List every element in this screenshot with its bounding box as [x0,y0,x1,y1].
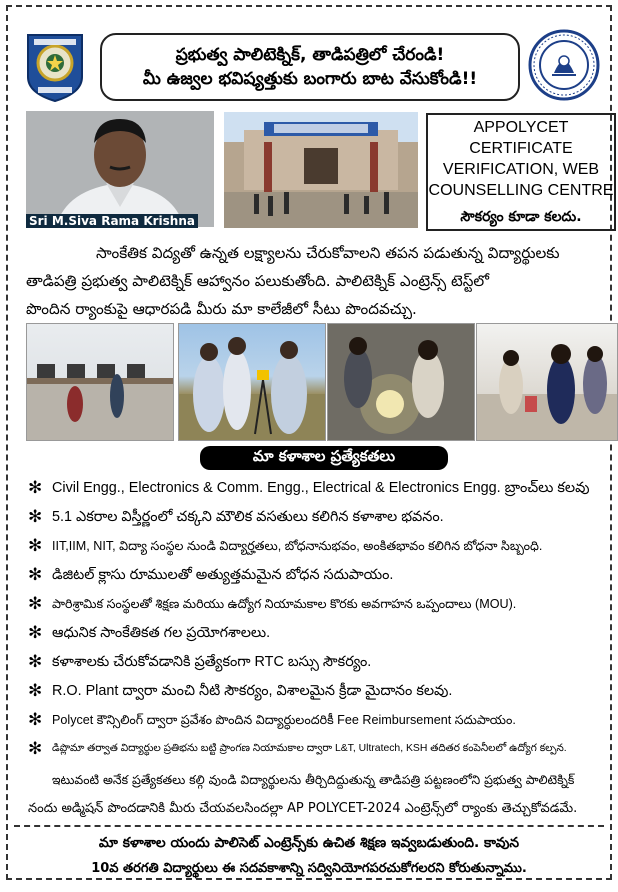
star-bullet-icon: ✻ [28,478,43,498]
feature-item [28,533,618,562]
counselling-centre-subtitle: సౌకర్యం కూడా కలదు. [460,208,582,225]
feature-item [28,562,618,591]
star-bullet-icon: ✻ [28,739,43,759]
feature-text: Civil Engg., Electronics & Comm. Engg., Electrical & Electronics Engg. బ్రాంచ్‌లు కలవు [52,480,590,496]
features-section-title: మా కళాశాల ప్రత్యేకతలు [200,446,448,470]
star-bullet-icon: ✻ [28,565,43,585]
star-bullet-icon: ✻ [28,652,43,672]
closing-line-2: నందు అడ్మిషన్ పొందడానికి మీరు చేయవలసిందల్లా AP POLYCET-2024 ఎంట్రెన్స్‌లో ర్యాంకు తెచ్చుకోవడమే. [28,801,578,816]
principal-name-caption: Sri M.Siva Rama Krishna [26,214,198,228]
star-bullet-icon: ✻ [28,507,43,527]
computer-lab-photo [26,323,174,441]
feature-item [28,736,618,765]
feature-item [28,504,618,533]
poster [6,5,612,880]
feature-item [28,591,618,620]
feature-text: డిప్లొమా తర్వాత విద్యార్థుల ప్రతిభను బట్టి ప్రాంగణ నియామకాల ద్వారా L&T, Ultratech, KSH తదితర కంపెనీలలో ఉద్యోగ కల్పన. [52,743,567,754]
intro-line-3: పొందిన ర్యాంకుపై ఆధారపడి మీరు మా కాలేజీలో సీటు పొందవచ్చు. [26,300,417,318]
feature-text: ఆధునిక సాంకేతికత గల ప్రయోగశాలలు. [52,625,271,641]
feature-item [28,678,618,707]
feature-text: Polycet కౌన్సిలింగ్ ద్వారా ప్రవేశం పొందిన విద్యార్ధులందరికీ Fee Reimbursement సదుపాయం. [52,713,516,727]
intro-line-2: తాడిపత్రి ప్రభుత్వ పాలిటెక్నిక్ ఆహ్వానం పలుకుతోంది. పాలిటెక్నిక్ ఎంట్రెన్స్ టెస్ట్‌లో [26,272,490,290]
counselling-centre-title: APPOLYCET CERTIFICATE VERIFICATION, WEB COUNSELLING CENTRE [428,118,614,199]
college-logo [24,31,86,103]
star-bullet-icon: ✻ [28,710,43,730]
footer-divider [14,825,604,827]
star-bullet-icon: ✻ [28,536,43,556]
feature-item [28,620,618,649]
headline-banner [100,33,520,101]
college-building-photo [224,112,418,228]
feature-text: కళాశాలకు చేరుకోవడానికి ప్రత్యేకంగా RTC బస్సు సౌకర్యం. [52,654,372,670]
feature-text: 5.1 ఎకరాల విస్తీర్ణంలో చక్కని మౌలిక వసతులు కలిగిన కళాశాల భవనం. [52,509,444,525]
features-list [28,475,618,765]
feature-text: పారిశ్రామిక సంస్థలతో శిక్షణ మరియు ఉద్యోగ నియామకాల కొరకు అవగాహన ఒప్పందాలు (MOU). [52,597,517,611]
footer-line-1: మా కళాశాల యందు పాలిసెట్ ఎంట్రెన్స్‌కు ఉచిత శిక్షణ ఇవ్వబడుతుంది. కావున [98,835,520,851]
footer-notice [22,831,596,881]
closing-line-1: ఇటువంటి అనేక ప్రత్యేకతలు కల్గి వుండి విద్యార్థులను తీర్చిదిద్దుతున్న తాడిపత్రి పట్టణంలోని ప్రభుత్వ పాలిటెక్నిక్ [52,772,575,787]
headline-line-1: ప్రభుత్వ పాలిటెక్నిక్, తాడిపత్రిలో చేరండి! [175,45,445,65]
closing-paragraph [28,765,614,823]
electronics-lab-photo [476,323,618,441]
intro-line-1: సాంకేతిక విద్యతో ఉన్నత లక్ష్యాలను చేరుకోవాలని తపన పడుతున్న విద్యార్థులకు [96,244,560,262]
feature-text: R.O. Plant ద్వారా మంచి నీటి సౌకర్యం, విశాలమైన క్రీడా మైదానం కలవు. [52,683,453,699]
feature-item [28,475,618,504]
sbtet-seal-logo [528,29,600,101]
principal-photo [26,111,214,227]
feature-item [28,649,618,678]
intro-paragraph [26,239,616,323]
star-bullet-icon: ✻ [28,594,43,614]
surveying-lab-photo [178,323,326,441]
star-bullet-icon: ✻ [28,623,43,643]
star-bullet-icon: ✻ [28,681,43,701]
feature-item [28,707,618,736]
counselling-centre-box [426,113,616,231]
headline-line-2: మీ ఉజ్వల భవిష్యత్తుకు బంగారు బాట వేసుకోండి!! [142,69,478,89]
welding-lab-photo [327,323,475,441]
feature-text: డిజిటల్ క్లాసు రూములతో అత్యుత్తమమైన బోధన సదుపాయం. [52,567,394,583]
footer-line-2: 10వ తరగతి విద్యార్థులు ఈ సదవకాశాన్ని సద్వినియోగపరచుకోగలరని కోరుతున్నాము. [91,861,527,876]
poster-content [14,15,614,876]
feature-text: IIT,IIM, NIT, విద్యా సంస్థల నుండి విద్యార్హతలు, బోధనానుభవం, అంకితభావం కలిగిన బోధనా సిబ్బంధి. [52,539,543,553]
